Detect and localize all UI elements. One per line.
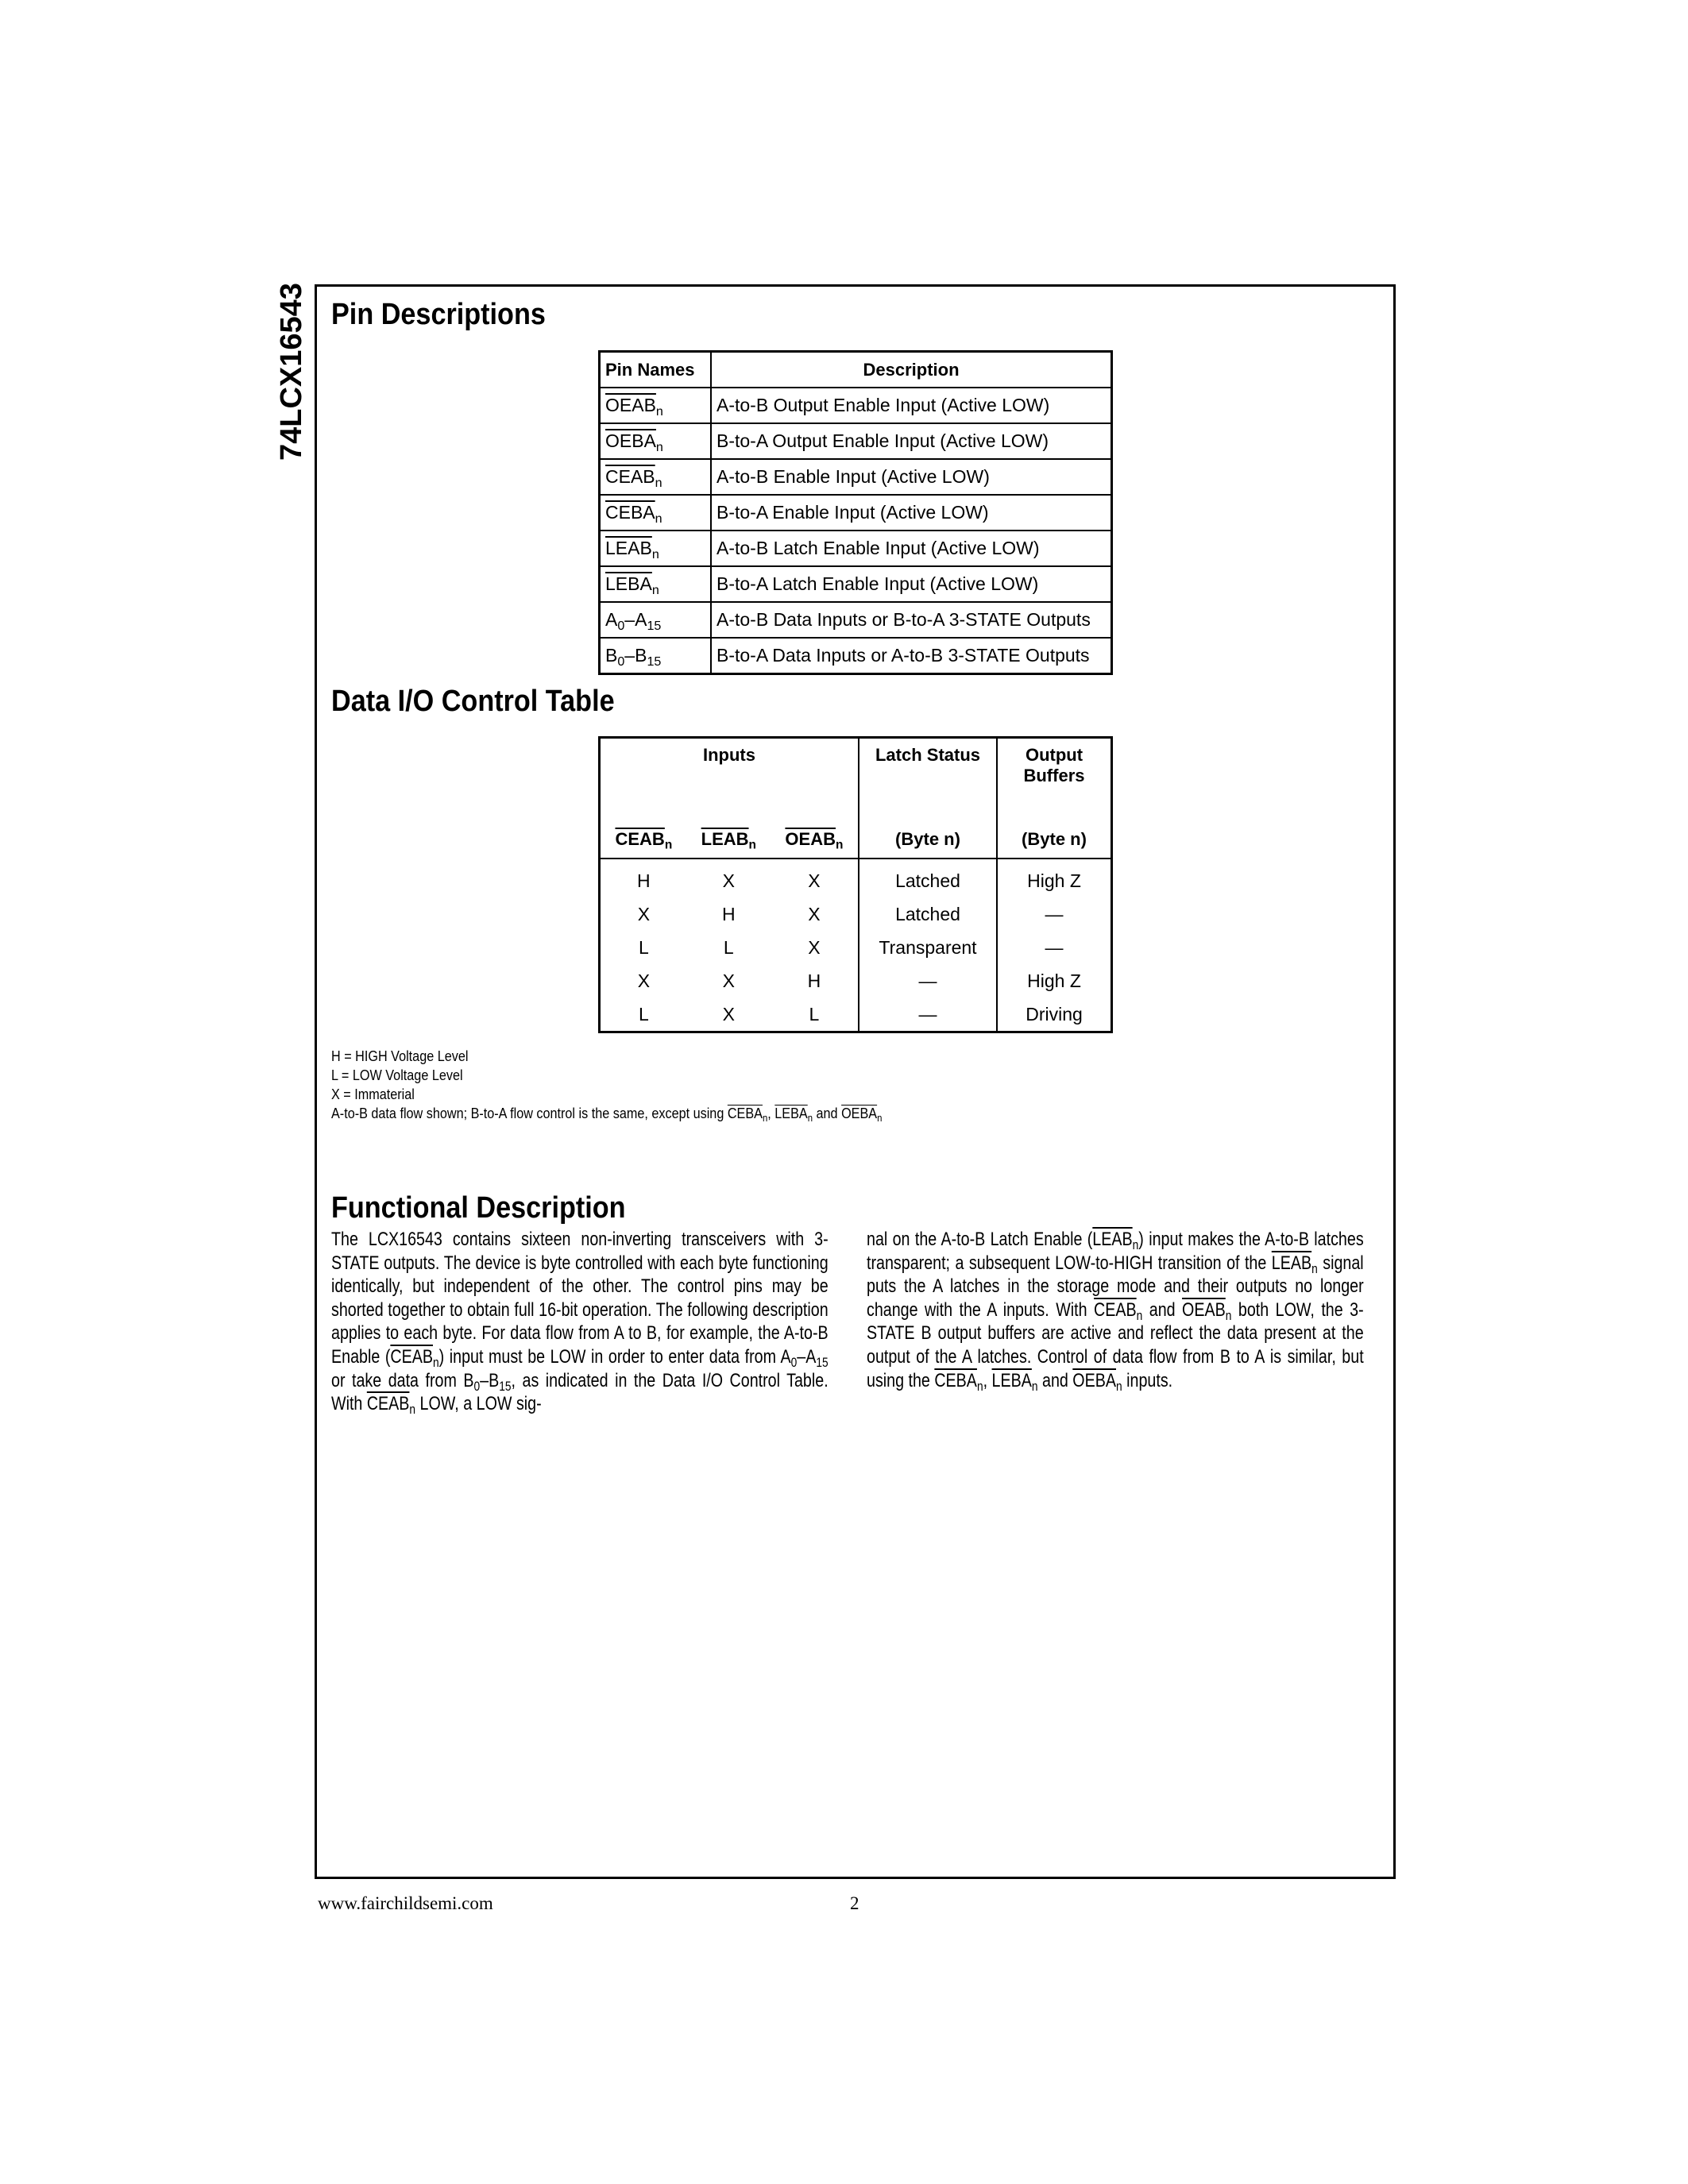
active-low-signal: CEBA	[934, 1369, 977, 1391]
subscript: n	[1031, 1378, 1038, 1394]
table-cell: —	[997, 897, 1112, 931]
signal-name: CEAB	[615, 829, 665, 849]
text-run: or take data from B	[331, 1369, 474, 1391]
pin-description: A-to-B Data Inputs or B-to-A 3-STATE Outputs	[711, 602, 1112, 638]
subscript: n	[1311, 1260, 1318, 1276]
col-header-pin-names: Pin Names	[600, 352, 712, 388]
table-cell: X	[771, 931, 859, 964]
text-run: ,	[767, 1106, 775, 1121]
output-buffers-header: Output Buffers	[997, 738, 1112, 822]
table-cell: Latched	[859, 897, 997, 931]
part-number-side-title: 74LCX16543	[275, 283, 308, 461]
text-run: –B	[480, 1369, 500, 1391]
pin-name: LEAB	[605, 538, 652, 558]
table-cell: X	[771, 859, 859, 897]
output-byte-header: (Byte n)	[997, 821, 1112, 859]
pin-description: B-to-A Data Inputs or A-to-B 3-STATE Outputs	[711, 638, 1112, 674]
text-run: signal puts the A latches in the storage mode and their outputs no longer change with the A inputs. With	[867, 1252, 1364, 1321]
pin-name: LEBA	[605, 573, 652, 594]
pin-name: B	[605, 645, 618, 666]
table-cell: X	[600, 964, 687, 997]
col-header-description: Description	[711, 352, 1112, 388]
pin-description: A-to-B Latch Enable Input (Active LOW)	[711, 531, 1112, 566]
pin-name-cell	[600, 388, 712, 423]
control-table-notes	[331, 1047, 882, 1123]
pin-description: B-to-A Enable Input (Active LOW)	[711, 495, 1112, 531]
text-run: LOW, a LOW sig-	[415, 1393, 542, 1415]
table-cell: High Z	[997, 964, 1112, 997]
text-run: ,	[983, 1369, 992, 1391]
active-low-signal: CEAB	[390, 1345, 433, 1368]
pin-subscript: n	[655, 511, 662, 526]
text-run: nal on the A-to-B Latch Enable (	[867, 1229, 1093, 1250]
table-cell: —	[859, 997, 997, 1032]
subscript: 15	[499, 1378, 512, 1394]
pin-range-end: –B	[624, 645, 647, 666]
text-run: both LOW, the 3-STATE B output buffers are active and reflect the data present at the output of the A latches. Control of data flow from B to A is similar, but using the	[867, 1298, 1364, 1391]
subscript: n	[432, 1355, 439, 1370]
signal-subscript: n	[664, 838, 673, 852]
active-low-signal: CEAB	[366, 1393, 410, 1415]
table-row	[600, 931, 1112, 964]
subscript: n	[1132, 1237, 1139, 1253]
latch-status-header: Latch Status	[859, 738, 997, 822]
table-cell: H	[771, 964, 859, 997]
table-cell: —	[859, 964, 997, 997]
pin-subscript: n	[655, 403, 663, 419]
active-low-signal: OEBA	[1072, 1369, 1117, 1391]
active-low-signal: CEBA	[727, 1106, 763, 1121]
pin-subscript: n	[655, 475, 662, 490]
pin-name-cell	[600, 638, 712, 674]
pin-description: A-to-B Enable Input (Active LOW)	[711, 459, 1112, 495]
table-cell: X	[722, 970, 735, 991]
table-row	[600, 459, 1112, 495]
table-row	[600, 638, 1112, 674]
table-cell: H	[721, 903, 736, 924]
pin-name: OEAB	[605, 395, 656, 415]
subscript: n	[762, 1112, 768, 1124]
table-row	[600, 964, 1112, 997]
pin-subscript: n	[651, 546, 659, 561]
active-low-signal: OEBA	[841, 1106, 878, 1121]
note-x: X = Immaterial	[331, 1086, 415, 1102]
pin-description: A-to-B Output Enable Input (Active LOW)	[711, 388, 1112, 423]
signal-name: OEAB	[785, 829, 836, 849]
pin-subscript: 0	[617, 654, 625, 669]
functional-description-heading: Functional Description	[331, 1191, 626, 1225]
subscript: n	[409, 1402, 416, 1418]
pin-name: CEBA	[605, 502, 655, 523]
table-cell: Latched	[859, 859, 997, 897]
text-run: –A	[797, 1345, 817, 1368]
active-low-signal: OEAB	[1182, 1298, 1226, 1321]
subscript: n	[807, 1112, 813, 1124]
pin-subscript: 15	[647, 654, 662, 669]
pin-subscript: n	[655, 439, 663, 454]
active-low-signal: CEAB	[1094, 1298, 1137, 1321]
table-cell: L	[600, 931, 687, 964]
table-cell: Transparent	[859, 931, 997, 964]
active-low-signal: LEAB	[1271, 1252, 1312, 1274]
table-row	[600, 388, 1112, 423]
text-run: ) input makes the A-to-B latches transparent; a subsequent LOW-to-HIGH transition of the	[867, 1229, 1364, 1274]
table-row	[600, 495, 1112, 531]
subscript: n	[1136, 1307, 1143, 1323]
table-cell: L	[600, 997, 687, 1032]
inputs-group-header: Inputs	[600, 738, 859, 822]
input-col-header	[771, 821, 859, 859]
signal-subscript: n	[835, 838, 844, 852]
subscript: 15	[816, 1355, 829, 1370]
table-cell: High Z	[997, 859, 1112, 897]
subscript: n	[877, 1112, 883, 1124]
table-cell: H	[600, 859, 687, 897]
table-row	[600, 859, 1112, 897]
subscript: n	[1116, 1378, 1122, 1394]
text-run: A-to-B data flow shown; B-to-A flow control is the same, except using	[331, 1106, 728, 1121]
text-run: The LCX16543 contains sixteen non-inverting transceivers with 3-STATE outputs. The device is byte controlled with each byte functioning identically, but independent of the other. The control pins may be shorted together to obtain full 16-bit operation. The following description applies to each byte. For data flow from A to B, for example, the A-to-B Enable (	[331, 1229, 829, 1368]
note-h: H = HIGH Voltage Level	[331, 1048, 469, 1064]
pin-description: B-to-A Latch Enable Input (Active LOW)	[711, 566, 1112, 602]
flow-note	[331, 1104, 882, 1123]
pin-name-cell	[600, 566, 712, 602]
active-low-signal: LEBA	[774, 1106, 808, 1121]
subscript: 0	[473, 1378, 481, 1394]
pin-name: A	[605, 609, 618, 630]
table-cell: L	[723, 936, 734, 958]
table-row	[600, 602, 1112, 638]
input-col-header	[687, 821, 771, 859]
pin-name: CEAB	[605, 466, 655, 487]
table-row	[600, 997, 1112, 1032]
subscript: 0	[790, 1355, 798, 1370]
table-cell: X	[600, 897, 687, 931]
table-row	[600, 531, 1112, 566]
text-run: and	[813, 1106, 842, 1121]
page-number: 2	[850, 1893, 859, 1913]
data-io-control-table	[598, 736, 1113, 1033]
table-row	[600, 897, 1112, 931]
text-run: ) input must be LOW in order to enter data from A	[438, 1345, 791, 1368]
pin-name-cell	[600, 423, 712, 459]
pin-descriptions-heading: Pin Descriptions	[331, 298, 546, 331]
text-run: and	[1037, 1369, 1073, 1391]
pin-subscript: 0	[617, 618, 625, 633]
pin-name-cell	[600, 531, 712, 566]
signal-subscript: n	[748, 838, 756, 852]
latch-byte-header: (Byte n)	[859, 821, 997, 859]
pin-range-end: –A	[624, 609, 647, 630]
pin-name-cell	[600, 602, 712, 638]
table-cell: L	[771, 997, 859, 1032]
signal-name: LEAB	[701, 829, 749, 849]
pin-description: B-to-A Output Enable Input (Active LOW)	[711, 423, 1112, 459]
table-row	[600, 423, 1112, 459]
input-col-header	[600, 821, 687, 859]
table-row	[600, 566, 1112, 602]
subscript: n	[976, 1378, 983, 1394]
pin-name-cell	[600, 495, 712, 531]
functional-description-right-column	[867, 1228, 1364, 1392]
table-cell: X	[722, 870, 735, 891]
table-cell: —	[997, 931, 1112, 964]
pin-name: OEBA	[605, 430, 656, 451]
active-low-signal: LEAB	[1092, 1229, 1133, 1250]
pin-descriptions-table	[598, 350, 1113, 675]
text-run: and	[1142, 1298, 1183, 1321]
pin-subscript: n	[651, 582, 659, 597]
table-cell: X	[722, 1003, 735, 1024]
text-run: inputs.	[1122, 1369, 1173, 1391]
text-run: , as indicated in the Data I/O Control Table. With	[331, 1369, 829, 1415]
pin-name-cell	[600, 459, 712, 495]
subscript: n	[1225, 1307, 1232, 1323]
pin-subscript: 15	[647, 618, 662, 633]
control-table-heading: Data I/O Control Table	[331, 685, 615, 718]
footer-url: www.fairchildsemi.com	[318, 1893, 493, 1913]
functional-description-left-column	[331, 1228, 829, 1416]
table-cell: Driving	[997, 997, 1112, 1032]
active-low-signal: LEBA	[991, 1369, 1032, 1391]
table-cell: X	[771, 897, 859, 931]
note-l: L = LOW Voltage Level	[331, 1067, 463, 1083]
